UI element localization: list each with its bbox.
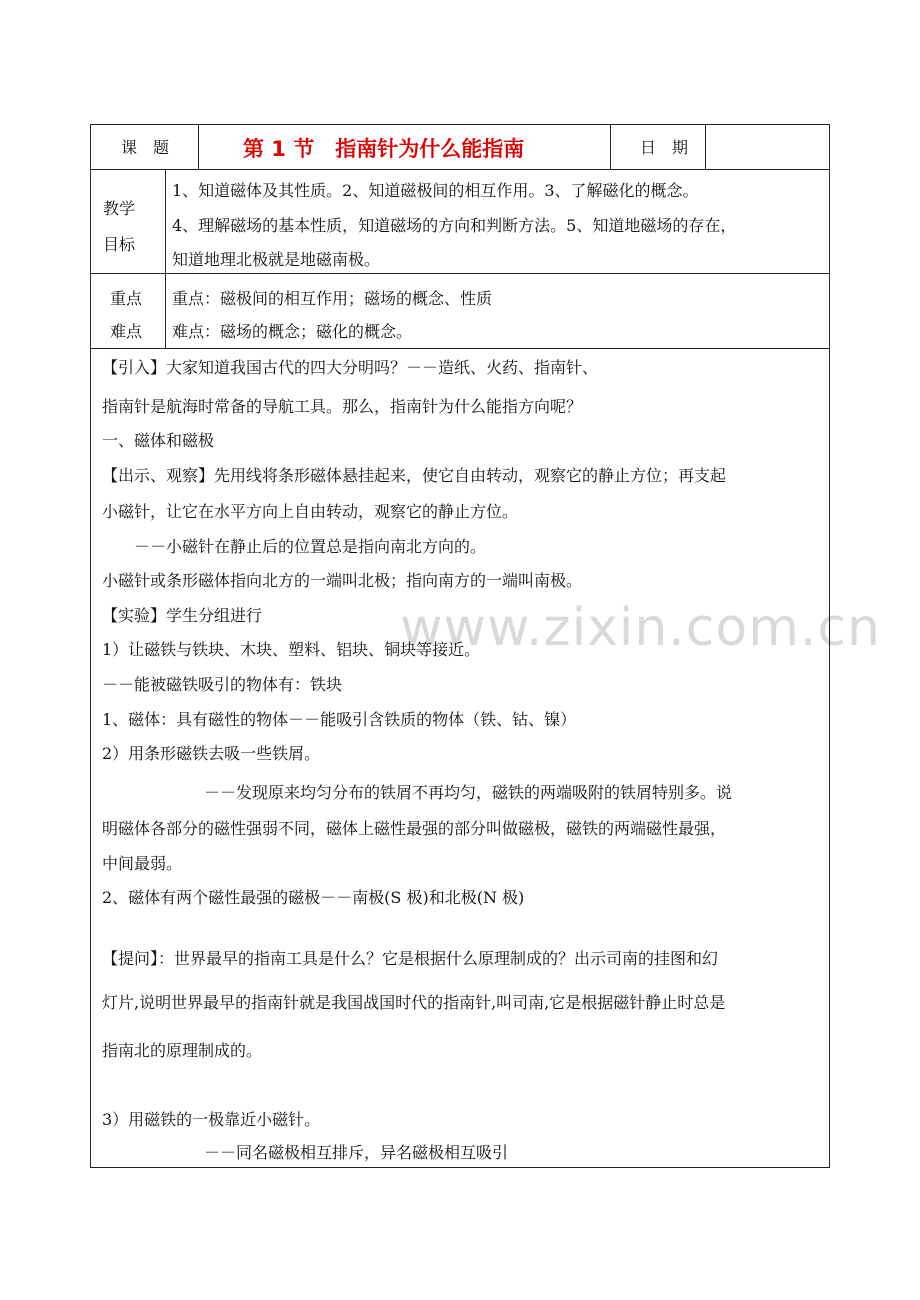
col-divider [198, 125, 199, 169]
row-divider [91, 273, 829, 274]
objective-line: 知道地理北极就是地磁南极。 [172, 250, 381, 269]
body-line: 指南北的原理制成的。 [102, 1041, 263, 1060]
body-line: －－小磁针在静止后的位置总是指向南北方向的。 [134, 537, 487, 556]
body-line: 指南针是航海时常备的导航工具。那么，指南针为什么能指方向呢？ [102, 397, 583, 416]
col-divider [610, 125, 611, 169]
body-line: －－同名磁极相互排斥，异名磁极相互吸引 [204, 1143, 509, 1162]
body-line: 2、磁体有两个磁性最强的磁极－－南极(S 极)和北极(N 极) [102, 888, 525, 907]
row-divider [91, 169, 829, 170]
body-line: 明磁体各部分的磁性强弱不同，磁体上磁性最强的部分叫做磁极，磁铁的两端磁性最强， [102, 819, 727, 838]
body-line: 中间最弱。 [102, 854, 183, 873]
col-divider [165, 169, 166, 348]
body-line: 3）用磁铁的一极靠近小磁针。 [102, 1110, 321, 1129]
keypoints-label: 重点 [110, 289, 143, 308]
objectives-label: 教学 [103, 199, 136, 218]
course-label: 课 题 [121, 138, 170, 157]
body-line: 【实验】学生分组进行 [102, 606, 263, 625]
body-line: 小磁针或条形磁体指向北方的一端叫北极；指向南方的一端叫南极。 [102, 571, 583, 590]
date-label: 日 期 [640, 138, 689, 157]
body-line: －－发现原来均匀分布的铁屑不再均匀，磁铁的两端吸附的铁屑特别多。说 [204, 783, 733, 802]
body-line: 1、磁体：具有磁性的物体－－能吸引含铁质的物体（铁、钴、镍） [102, 710, 577, 729]
body-line: 2）用条形磁铁去吸一些铁屑。 [102, 744, 321, 763]
body-line: 【出示、观察】先用线将条形磁体悬挂起来，使它自由转动，观察它的静止方位；再支起 [102, 466, 727, 485]
page-title: 第 1 节 指南针为什么能指南 [243, 137, 525, 161]
body-line: 灯片,说明世界最早的指南针就是我国战国时代的指南针,叫司南,它是根据磁针静止时总是 [102, 993, 726, 1012]
keypoints-label: 难点 [110, 322, 143, 341]
watermark: www.zixin.com.cn [400, 598, 881, 658]
section-heading: 一、磁体和磁极 [102, 431, 215, 450]
objectives-label: 目标 [103, 235, 136, 254]
body-line: －－能被磁铁吸引的物体有：铁块 [102, 675, 343, 694]
col-divider [705, 125, 706, 169]
body-line: 1）让磁铁与铁块、木块、塑料、铝块、铜块等接近。 [102, 640, 481, 659]
body-line: 【提问】：世界最早的指南工具是什么？它是根据什么原理制成的？出示司南的挂图和幻 [102, 949, 719, 968]
row-divider [91, 348, 829, 349]
body-line: 【引入】大家知道我国古代的四大分明吗？－－造纸、火药、指南针、 [102, 358, 599, 377]
objective-line: 1、知道磁体及其性质。2、知道磁极间的相互作用。3、了解磁化的概念。 [172, 181, 699, 200]
body-line: 小磁针，让它在水平方向上自由转动，观察它的静止方位。 [102, 502, 519, 521]
difficult-point: 难点：磁场的概念；磁化的概念。 [172, 322, 413, 341]
key-point: 重点：磁极间的相互作用；磁场的概念、性质 [172, 289, 493, 308]
objective-line: 4、理解磁场的基本性质，知道磁场的方向和判断方法。5、知道地磁场的存在， [172, 216, 737, 235]
